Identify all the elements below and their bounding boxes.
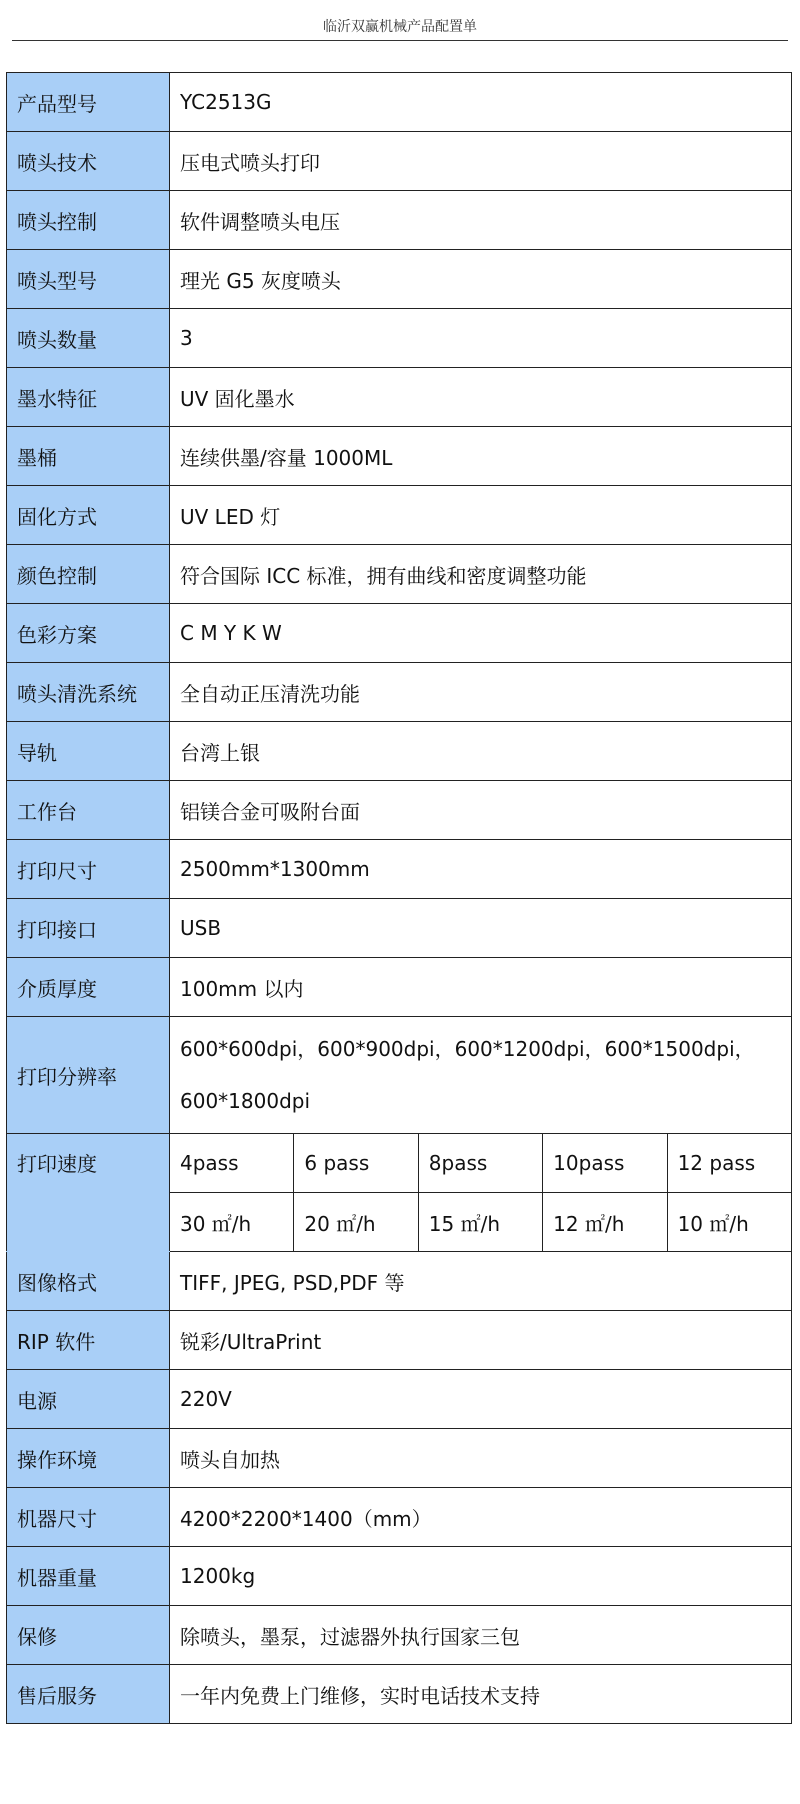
table-row <box>7 1665 792 1724</box>
row-label: 保修 <box>7 1606 170 1665</box>
row-label: 电源 <box>7 1370 170 1429</box>
table-row <box>7 250 792 309</box>
table-row <box>7 1017 792 1134</box>
pass-cell: 12 pass <box>667 1134 791 1193</box>
resolution-line-2: 600*1800dpi <box>180 1089 311 1113</box>
row-label: 打印分辨率 <box>7 1017 170 1134</box>
row-value: 除喷头，墨泵，过滤器外执行国家三包 <box>170 1606 792 1665</box>
rate-cell: 15 ㎡/h <box>418 1193 542 1252</box>
document-title: 临沂双赢机械产品配置单 <box>323 19 477 35</box>
table-row <box>7 73 792 132</box>
table-row <box>7 1134 792 1193</box>
row-label: 墨桶 <box>7 427 170 486</box>
table-row <box>7 1606 792 1665</box>
spec-table <box>6 72 792 1724</box>
pass-cell: 6 pass <box>294 1134 418 1193</box>
row-label: 喷头技术 <box>7 132 170 191</box>
row-value: 压电式喷头打印 <box>170 132 792 191</box>
table-row <box>7 1252 792 1311</box>
row-label: 操作环境 <box>7 1429 170 1488</box>
row-value: 220V <box>170 1370 792 1429</box>
table-row <box>7 840 792 899</box>
rate-cell: 12 ㎡/h <box>543 1193 667 1252</box>
table-row <box>7 545 792 604</box>
table-row <box>7 1429 792 1488</box>
pass-cell: 10pass <box>543 1134 667 1193</box>
row-label: 色彩方案 <box>7 604 170 663</box>
row-label: 打印尺寸 <box>7 840 170 899</box>
row-value: 100mm 以内 <box>170 958 792 1017</box>
table-row <box>7 899 792 958</box>
row-label: 机器尺寸 <box>7 1488 170 1547</box>
rate-cell: 20 ㎡/h <box>294 1193 418 1252</box>
table-row <box>7 1370 792 1429</box>
row-label: 图像格式 <box>7 1252 170 1311</box>
table-row <box>7 1488 792 1547</box>
row-value: 1200kg <box>170 1547 792 1606</box>
table-row <box>7 958 792 1017</box>
table-row <box>7 604 792 663</box>
row-value: UV 固化墨水 <box>170 368 792 427</box>
table-row <box>7 132 792 191</box>
row-value: YC2513G <box>170 73 792 132</box>
table-row <box>7 191 792 250</box>
row-value: 连续供墨/容量 1000ML <box>170 427 792 486</box>
row-value: 一年内免费上门维修，实时电话技术支持 <box>170 1665 792 1724</box>
row-value: 软件调整喷头电压 <box>170 191 792 250</box>
header-rule <box>12 40 788 41</box>
table-row <box>7 309 792 368</box>
row-label: 产品型号 <box>7 73 170 132</box>
table-row <box>7 1547 792 1606</box>
row-value: 喷头自加热 <box>170 1429 792 1488</box>
table-row <box>7 1311 792 1370</box>
row-value: USB <box>170 899 792 958</box>
table-row <box>7 368 792 427</box>
row-label: 打印接口 <box>7 899 170 958</box>
row-value: 铝镁合金可吸附台面 <box>170 781 792 840</box>
row-label: 介质厚度 <box>7 958 170 1017</box>
row-value: 4200*2200*1400（mm） <box>170 1488 792 1547</box>
row-label: 喷头清洗系统 <box>7 663 170 722</box>
row-value: 符合国际 ICC 标准，拥有曲线和密度调整功能 <box>170 545 792 604</box>
row-value: 3 <box>170 309 792 368</box>
row-value: 台湾上银 <box>170 722 792 781</box>
row-value: 2500mm*1300mm <box>170 840 792 899</box>
row-label: 打印速度 <box>7 1134 170 1252</box>
row-value: 锐彩/UltraPrint <box>170 1311 792 1370</box>
rate-cell: 10 ㎡/h <box>667 1193 791 1252</box>
row-label: 机器重量 <box>7 1547 170 1606</box>
table-row <box>7 427 792 486</box>
row-label: RIP 软件 <box>7 1311 170 1370</box>
row-value <box>170 1017 792 1134</box>
row-label: 售后服务 <box>7 1665 170 1724</box>
spec-table-body <box>7 73 792 1724</box>
row-label: 工作台 <box>7 781 170 840</box>
pass-cell: 4pass <box>170 1134 294 1193</box>
row-value: TIFF, JPEG, PSD,PDF 等 <box>170 1252 792 1311</box>
table-row <box>7 486 792 545</box>
row-value: UV LED 灯 <box>170 486 792 545</box>
row-label: 喷头控制 <box>7 191 170 250</box>
row-label: 导轨 <box>7 722 170 781</box>
row-value: 理光 G5 灰度喷头 <box>170 250 792 309</box>
row-label: 颜色控制 <box>7 545 170 604</box>
rate-cell: 30 ㎡/h <box>170 1193 294 1252</box>
row-value: 全自动正压清洗功能 <box>170 663 792 722</box>
row-value: C M Y K W <box>170 604 792 663</box>
row-label: 固化方式 <box>7 486 170 545</box>
row-label: 喷头型号 <box>7 250 170 309</box>
row-label: 喷头数量 <box>7 309 170 368</box>
resolution-line-1: 600*600dpi，600*900dpi，600*1200dpi，600*1500dpi， <box>180 1037 755 1061</box>
pass-cell: 8pass <box>418 1134 542 1193</box>
row-label: 墨水特征 <box>7 368 170 427</box>
table-row <box>7 781 792 840</box>
table-row <box>7 663 792 722</box>
table-row <box>7 722 792 781</box>
